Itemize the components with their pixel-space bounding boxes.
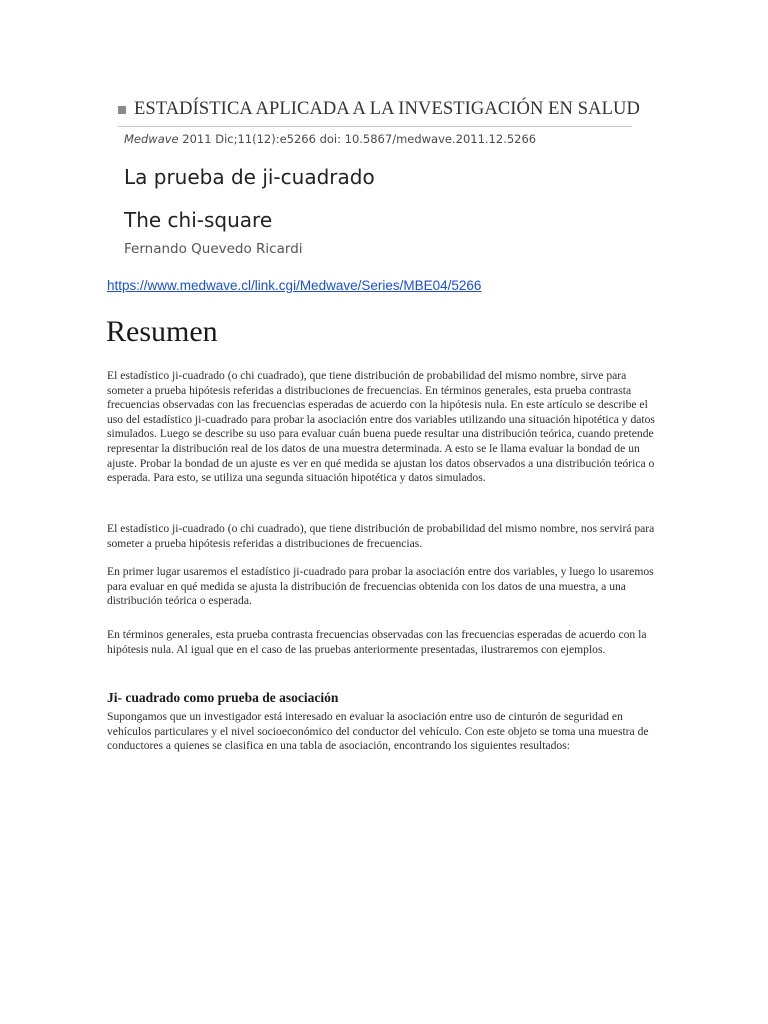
- series-title: ESTADÍSTICA APLICADA A LA INVESTIGACIÓN EN SALUD: [134, 99, 640, 119]
- article-title-english: The chi-square: [124, 208, 273, 232]
- journal-name: Medwave: [124, 132, 179, 146]
- article-author: Fernando Quevedo Ricardi: [124, 241, 303, 257]
- article-title-spanish: La prueba de ji-cuadrado: [124, 165, 375, 189]
- resumen-paragraph-2: El estadístico ji-cuadrado (o chi cuadrado), que tiene distribución de probabilidad del mismo nombre, nos servirá para someter a prueba hipótesis referidas a distribuciones de frecuencias.: [107, 522, 655, 550]
- series-header: [118, 99, 640, 127]
- article-link[interactable]: https://www.medwave.cl/link.cgi/Medwave/Series/MBE04/5266: [107, 278, 482, 293]
- section-heading: Ji- cuadrado como prueba de asociación: [107, 690, 339, 705]
- citation-reference: 2011 Dic;11(12):e5266 doi: 10.5867/medwave.2011.12.5266: [178, 132, 537, 146]
- square-bullet-icon: [118, 106, 126, 114]
- citation-line: [124, 132, 536, 146]
- section-paragraph: Supongamos que un investigador está interesado en evaluar la asociación entre uso de cinturón de seguridad en vehículos particulares y el nivel socioeconómico del conductor del vehículo. Con este objeto se toma una muestra de conductores a quienes se clasifica en una tabla de asociación, encontrando los siguientes resultados:: [107, 710, 649, 753]
- resumen-paragraph-4: En términos generales, esta prueba contrasta frecuencias observadas con las frecuencias esperadas de acuerdo con la hipótesis nula. Al igual que en el caso de las pruebas anteriormente presentadas, ilustraremos con ejemplos.: [107, 628, 647, 656]
- resumen-paragraph-3: En primer lugar usaremos el estadístico ji-cuadrado para probar la asociación entre dos variables, y luego lo usaremos para evaluar en qué medida se ajusta la distribución de frecuencias obtenida con los datos de una muestra, a una distribución teórica o esperada.: [107, 565, 654, 608]
- resumen-heading: Resumen: [106, 315, 218, 348]
- resumen-paragraph-1: El estadístico ji-cuadrado (o chi cuadrado), que tiene distribución de probabilidad del mismo nombre, sirve para someter a prueba hipótesis referidas a distribuciones de frecuencias. En términos generales, esta prueba contrasta frecuencias observadas con las frecuencias esperadas de acuerdo con la hipótesis nula. En este artículo se describe el uso del estadístico ji-cuadrado para probar la asociación entre dos variables utilizando una situación hipotética y datos simulados. Luego se describe su uso para evaluar cuán buena puede resultar una distribución teórica, cuando pretende representar la distribución real de los datos de una muestra determinada. A esto se le llama evaluar la bondad de un ajuste. Probar la bondad de un ajuste es ver en qué medida se ajustan los datos observados a una distribución teórica o esperada. Para esto, se utiliza una segunda situación hipotética y datos simulados.: [107, 369, 655, 485]
